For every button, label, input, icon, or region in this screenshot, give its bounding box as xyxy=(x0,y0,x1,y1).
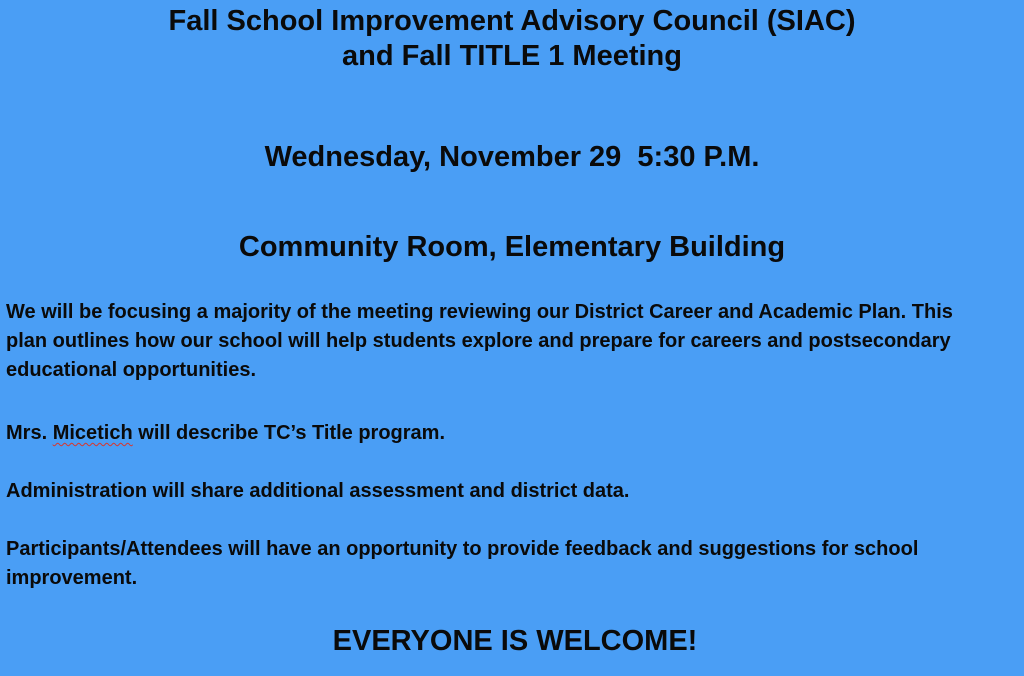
paragraph-title-prefix: Mrs. xyxy=(6,422,53,444)
paragraph-title-suffix: will describe TC’s Title program. xyxy=(132,422,446,444)
meeting-location: Community Room, Elementary Building xyxy=(238,231,786,263)
meeting-date-time: Wednesday, November 29 5:30 P.M. xyxy=(264,141,760,173)
paragraph-focus: We will be focusing a majority of the meeting reviewing our District Career and Academic Plan. This plan outlines how our school will help students explore and prepare for careers and postsecondary educational opportunities. xyxy=(6,301,953,381)
paragraph-administration: Administration will share additional assessment and district data. xyxy=(6,480,630,502)
title-line-1: Fall School Improvement Advisory Council (SIAC) xyxy=(168,5,856,37)
welcome-banner: EVERYONE IS WELCOME! xyxy=(332,625,698,657)
presenter-name: Micetich xyxy=(52,422,133,444)
paragraph-feedback: Participants/Attendees will have an opportunity to provide feedback and suggestions for school improvement. xyxy=(6,538,919,589)
title-line-2: and Fall TITLE 1 Meeting xyxy=(342,40,682,72)
paragraph-title-program xyxy=(6,419,996,448)
announcement-title xyxy=(0,4,1024,74)
